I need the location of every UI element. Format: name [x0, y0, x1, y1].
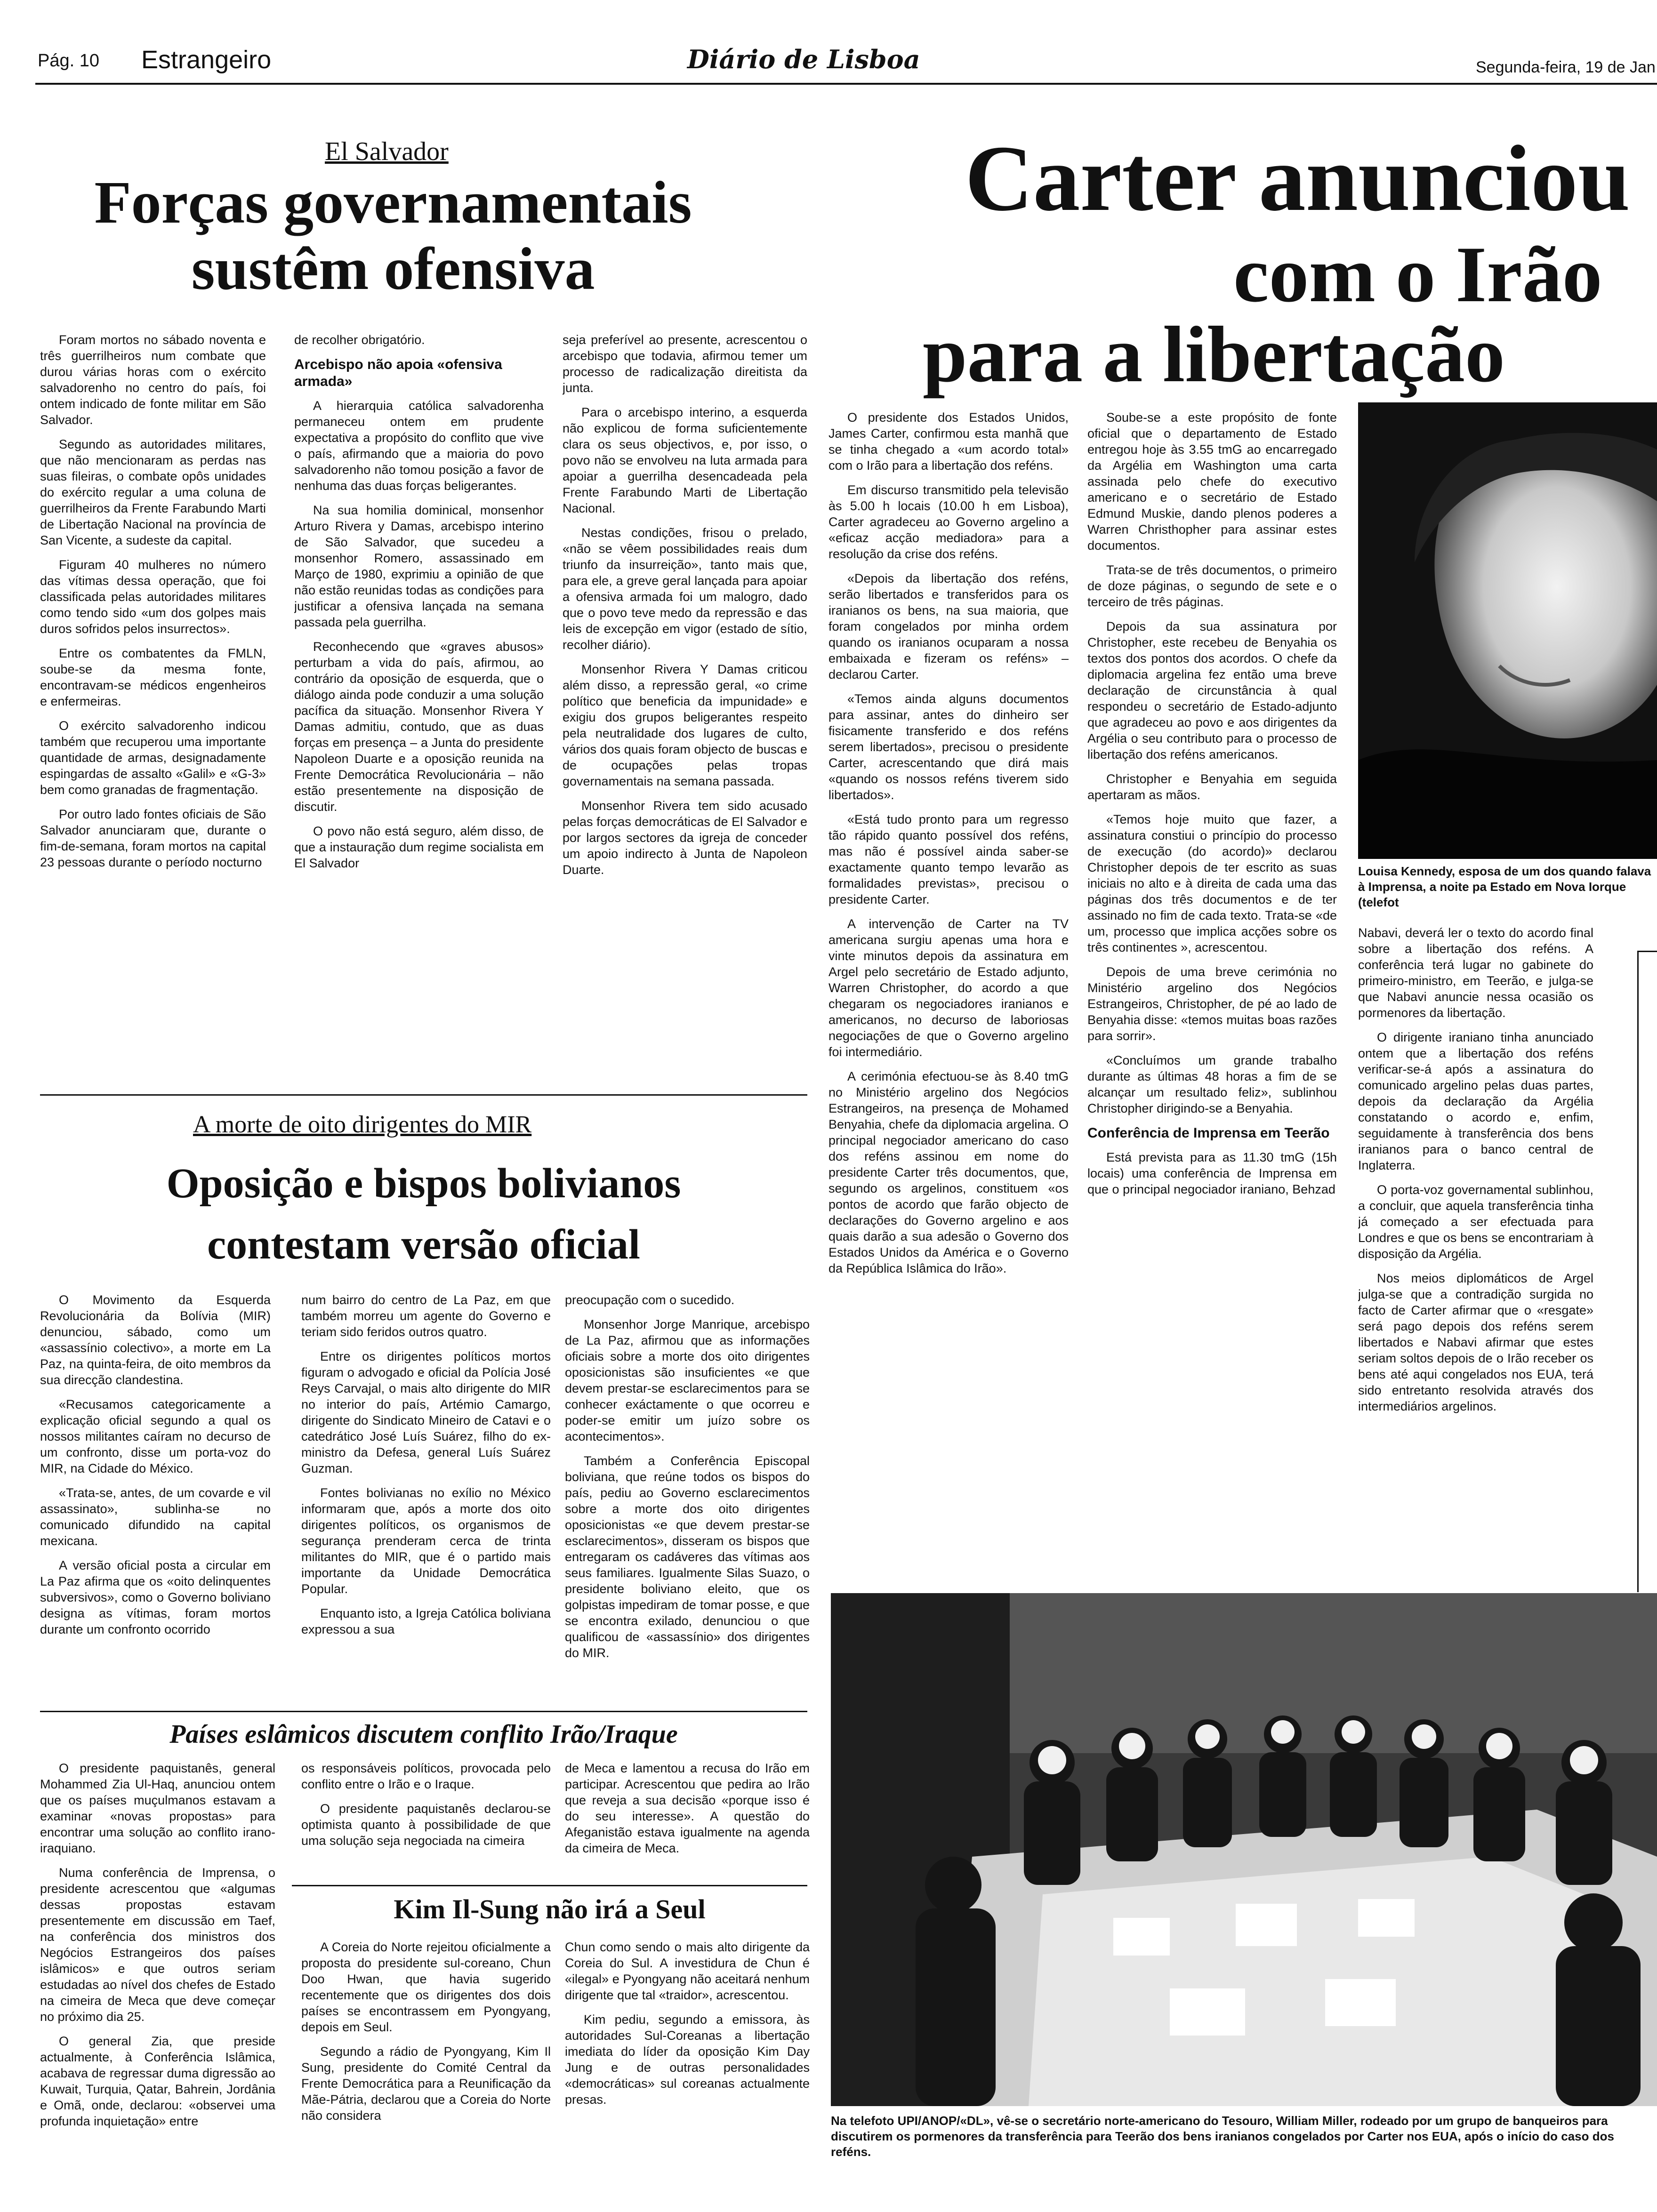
islamicos-col-1 [40, 1760, 275, 2193]
paragraph: A versão oficial posta a circular em La Paz afirma que os «oito delinquentes subversivos», como o Governo boliviano designa as vítimas, foram mortos durante um confronto ocorrido [40, 1558, 271, 1636]
islamicos-headline: Países eslâmicos discutem conflito Irão/Iraque [169, 1720, 678, 1749]
paragraph: Em discurso transmitido pela televisão às 5.00 h locais (10.00 h em Lisboa), Carter agradeceu ao Governo argelino a «eficaz acção mediadora» para a resolução da crise dos reféns. [828, 483, 1069, 561]
issue-date: Segunda-feira, 19 de Jan [1476, 58, 1656, 76]
kim-col-1 [301, 1939, 551, 2198]
paragraph: Kim pediu, segundo a emissora, às autoridades Sul-Coreanas a libertação imediata do líder da oposição Kim Day Jung e de outras personalidades «democráticas» sul coreanas actualmente presas. [565, 2012, 810, 2107]
paragraph: Trata-se de três documentos, o primeiro de doze páginas, o segundo de sete e o terceiro de três páginas. [1087, 563, 1337, 609]
paragraph: Está prevista para as 11.30 tmG (15h locais) uma conferência de Imprensa em que o principal negociador iraniano, Behzad [1087, 1150, 1337, 1196]
bolivia-kicker: A morte de oito dirigentes do MIR [193, 1111, 532, 1138]
salvador-headline-line2: sustêm ofensiva [191, 235, 595, 302]
page-header [0, 0, 1657, 94]
paragraph: Segundo as autoridades militares, que não mencionaram as perdas nas suas fileiras, o combate opôs unidades do exército regular a uma coluna de guerrilheiros da Frente Farabundo Marti de Libertação Nacional na província de San Vicente, a sudeste da capital. [40, 437, 266, 547]
paragraph: Numa conferência de Imprensa, o presidente acrescentou que «algumas dessas propostas estavam presentemente em discussão em Taef, na conferência dos ministros dos Negócios Estrangeiros dos países islâmicos» e que outros seriam estudadas ao nível dos chefes de Estado na cimeira de Meca que deve começar no próximo dia 25. [40, 1866, 275, 2024]
islamicos-col-2 [301, 1760, 551, 1878]
paragraph: Para o arcebispo interino, a esquerda não explicou de forma suficientemente clara os seus objectivos, e, por isso, o povo não se envolveu na luta armada para apoiar a guerrilha desencadeada pela Frente Farabundo Marti de Libertação Nacional. [563, 405, 807, 515]
carter-col-2 [1087, 409, 1337, 1577]
paragraph: O dirigente iraniano tinha anunciado ontem que a libertação dos reféns verificar-se-á após a assinatura do comunicado argelino pelas duas partes, depois da declaração da Argélia constatando o acordo e, enfim, seguidamente à transferência dos bens iranianos para o banco central de Inglaterra. [1358, 1030, 1593, 1172]
side-box-edge [1637, 951, 1657, 1592]
paragraph: O povo não está seguro, além disso, de que a instauração dum regime socialista em El Salvador [294, 824, 544, 870]
section-title: Estrangeiro [141, 46, 272, 74]
paragraph: «Temos hoje muito que fazer, a assinatura constiui o princípio do processo de execução (do acordo)» declarou Christopher depois de ter escrito as suas iniciais no alto e à direita de cada uma das páginas dos três documentos e de ter assinado no fim de cada texto. Trata-se «de um, processo que implica acções sobre os três continentes », acrescentou. [1087, 812, 1337, 954]
paragraph: Depois da sua assinatura por Christopher, este recebeu de Benyahia os textos dos pontos dos acordos. O chefe da diplomacia argelina fez então uma breve declaração de circunstância à qual respondeu o secretário de Estado-adjunto que agradeceu ao povo e aos dirigentes da Argélia o seu contributo para o processo de libertação dos reféns americanos. [1087, 619, 1337, 761]
paragraph: Também a Conferência Episcopal boliviana, que reúne todos os bispos do país, pediu ao Governo esclarecimentos sobre a morte dos oito dirigentes oposicionistas «e que devem prestar-se esclarecimentos», disseram os bispos que entregaram os cadáveres das vítimas aos seus familiares. Igualmente Silas Suazo, o presidente boliviano eleito, que os golpistas impediram de tomar posse, e que se encontra exilado, denunciou o que qualificou de «assassínio» dos dirigentes do MIR. [565, 1454, 810, 1660]
paragraph: Fontes bolivianas no exílio no México informaram que, após a morte dos oito dirigentes políticos, os organismos de segurança prenderam cerca de trinta militantes do MIR, que é o partido mais importante da Unidade Democrática Popular. [301, 1486, 551, 1596]
paragraph: O exército salvadorenho indicou também que recuperou uma importante quantidade de armas, designadamente espingardas de assalto «Galil» e «G-3» bem como granadas de fragmentação. [40, 719, 266, 797]
carter-headline-line1: Carter anunciou [965, 127, 1630, 231]
paragraph: Reconhecendo que «graves abusos» perturbam a vida do país, afirmou, ao contrário da oposição de esquerda, que o diálogo ainda pode conduzir a uma solução pacífica da situação. Monsenhor Rivera Y Damas admitiu, contudo, que as duas forças em presença – a Junta do presidente Napoleon Duarte e a oposição reunida na Frente Democrática Revolucionária – não estão presentemente na disposição de discutir. [294, 640, 544, 814]
section-rule [40, 1094, 807, 1096]
masthead: Diário de Lisboa [687, 44, 920, 74]
kim-headline: Kim Il-Sung não irá a Seul [394, 1894, 706, 1924]
bolivia-headline-line2: contestam versão oficial [207, 1221, 640, 1268]
paragraph: Enquanto isto, a Igreja Católica boliviana expressou a sua [301, 1606, 551, 1636]
bolivia-headline [40, 1153, 807, 1275]
paragraph: «Está tudo pronto para um regresso tão rápido quanto possível dos reféns, mas não é possível ainda saber-se exactamente quanto tempo levarão as formalidades previstas», precisou o presidente Carter. [828, 812, 1069, 906]
paragraph: «Concluímos um grande trabalho durante as últimas 48 horas a fim de se alcançar um resultado feliz», sublinhou Christopher dirigindo-se a Benyahia. [1087, 1053, 1337, 1115]
paragraph: Segundo a rádio de Pyongyang, Kim Il Sung, presidente do Comité Central da Frente Democrática para a Reunificação da Mãe-Pátria, declarou que a Coreia do Norte não considera [301, 2044, 551, 2123]
paragraph: A cerimónia efectuou-se às 8.40 tmG no Ministério argelino dos Negócios Estrangeiros, na presença de Mohamed Benyahia, chefe da diplomacia argelina. O principal negociador americano do caso dos reféns assinou em nome do presidente Carter três documentos, que, segundo os argelinos, constituem «os pontos de acordo que farão objecto de declarações do Governo argelino e aos quais darão a sua adesão o Governo dos Estados Unidos da América e o Governo da República Islâmica do Irão». [828, 1069, 1069, 1275]
bolivia-col-1 [40, 1292, 271, 1718]
paragraph: preocupação com o sucedido. [565, 1293, 735, 1307]
paragraph: Foram mortos no sábado noventa e três guerrilheiros num combate que durou várias horas com o exército salvadorenho no centro do país, foi ontem indicado de fonte militar em São Salvador. [40, 333, 266, 427]
carter-headline-line3: para a libertação [923, 310, 1505, 399]
paragraph: A hierarquia católica salvadorenha permaneceu ontem em prudente expectativa a propósito do conflito que vive o país, afirmando que a maioria do povo salvadorenho não tomou posição a favor de nenhuma das duas forças beligerantes. [294, 399, 544, 493]
carter-col-3 [1358, 925, 1593, 1584]
bolivia-col-3 [565, 1292, 810, 1718]
portrait-photo [1358, 402, 1657, 859]
salvador-kicker: El Salvador [325, 137, 449, 166]
paragraph: O presidente paquistanês declarou-se optimista quanto à possibilidade de que uma solução seja negociada na cimeira [301, 1802, 551, 1848]
paragraph: Nos meios diplomáticos de Argel julga-se que a contradição surgida no facto de Carter afirmar que o «resgate» será pago depois dos reféns serem libertados e Nabavi afirmar que estes seriam soltos depois de o Irão receber os bens até aqui congelados nos EUA, terá sido entretanto resolvida através dos intermediários argelinos. [1358, 1271, 1593, 1413]
paragraph: Na sua homilia dominical, monsenhor Arturo Rivera y Damas, arcebispo interino de São Salvador, que sucedeu a monsenhor Romero, assassinado em Março de 1980, exprimiu a opinião de que não estão reunidas todas as condições para justificar a ofensiva lançada na semana passada pela guerrilha. [294, 503, 544, 629]
paragraph: os responsáveis políticos, provocada pelo conflito entre o Irão e o Iraque. [301, 1761, 551, 1791]
paragraph: O Movimento da Esquerda Revolucionária da Bolívia (MIR) denunciou, sábado, como um «assassínio colectivo», a morte em La Paz, na quinta-feira, de oito membros da sua direcção clandestina. [40, 1293, 271, 1387]
header-rule [35, 83, 1657, 85]
salvador-headline-line1: Forças governamentais [94, 169, 692, 236]
portrait-image [1358, 402, 1657, 859]
carter-col-1 [828, 409, 1069, 1577]
paragraph: Nabavi, deverá ler o texto do acordo final sobre a libertação dos reféns. A conferência terá lugar no gabinete do primeiro-ministro, em Teerão, e julga-se que Nabavi anuncie nessa ocasião os pormenores da libertação. [1358, 926, 1593, 1020]
paragraph: Monsenhor Jorge Manrique, arcebispo de La Paz, afirmou que as informações oficiais sobre a morte dos oito dirigentes oposicionistas são insuficientes «e que devem prestar-se esclarecimentos para se conhecer exáctamente o que ocorreu e poder-se emitir um juízo sobre os acontecimentos». [565, 1317, 810, 1443]
paragraph: A intervenção de Carter na TV americana surgiu apenas uma hora e vinte minutos depois da assinatura em Argel pelo secretário de Estado adjunto, Warren Christopher, do acordo a que chegaram os negociadores iranianos e americanos, no decurso de laboriosas negociações de que o Governo argelino foi intermediário. [828, 917, 1069, 1059]
salvador-headline [14, 169, 772, 302]
paragraph: O presidente paquistanês, general Mohammed Zia Ul-Haq, anunciou ontem que os países muçulmanos estavam a examinar «novas propostas» para encontrar uma solução ao conflito irano-iraquiano. [40, 1761, 275, 1855]
paragraph: Entre os combatentes da FMLN, soube-se da mesma fonte, encontravam-se médicos engenheiros e enfermeiras. [40, 646, 266, 708]
meeting-photo [831, 1593, 1657, 2106]
paragraph: Christopher e Benyahia em seguida apertaram as mãos. [1087, 772, 1337, 802]
meeting-image [831, 1593, 1657, 2106]
bolivia-col-2 [301, 1292, 551, 1718]
paragraph: Monsenhor Rivera Y Damas criticou além disso, a repressão geral, «o crime político que beneficia da impunidade» e exigiu dos grupos beligerantes respeito pela neutralidade dos lugares de culto, vários dos quais foram objecto de buscas e de ocupações pelas tropas governamentais na semana passada. [563, 662, 807, 788]
paragraph: Chun como sendo o mais alto dirigente da Coreia do Sul. A investidura de Chun é «ilegal» e Pyongyang não aceitará nenhum dirigente que tal «traidor», acrescentou. [565, 1940, 810, 2002]
subheading: Arcebispo não apoia «ofensiva armada» [294, 357, 502, 389]
portrait-caption: Louisa Kennedy, esposa de um dos quando falava à Imprensa, a noite pa Estado em Nova Iorque (telefot [1358, 864, 1651, 909]
paragraph: «Recusamos categoricamente a explicação oficial segundo a qual os nossos militantes caíram no decurso de um confronto, disse um porta-voz do MIR, na Cidade do México. [40, 1397, 271, 1475]
paragraph: O porta-voz governamental sublinhou, a concluir, que aquela transferência tinha já começado a ser efectuada para Londres e que os bens se encontrariam à disposição da Argélia. [1358, 1183, 1593, 1261]
paragraph: de Meca e lamentou a recusa do Irão em participar. Acrescentou que pedira ao Irão que reveja a sua decisão «porque isso é do seu interesse». A questão do Afeganistão estava igualmente na agenda da cimeira de Meca. [565, 1761, 810, 1855]
salvador-col-1 [40, 332, 266, 1085]
carter-headline-line2: com o Irão [1233, 230, 1602, 319]
paragraph: Monsenhor Rivera tem sido acusado pelas forças democráticas de El Salvador e por largos sectores da igreja de conceder um apoio indirecto à Junta de Napoleon Duarte. [563, 799, 807, 877]
paragraph: O general Zia, que preside actualmente, à Conferência Islâmica, acabava de regressar duma digressão ao Kuwait, Turquia, Qatar, Bahrein, Jordânia e Omã, onde, declarou: «observei uma profunda inquietação» entre [40, 2034, 275, 2128]
meeting-caption: Na telefoto UPI/ANOP/«DL», vê-se o secretário norte-americano do Tesouro, William Miller, rodeado por um grupo de banqueiros para discutirem os pormenores da transferência para Teerão dos bens iranianos congelados por Carter nos EUA, após o início do caso dos reféns. [831, 2114, 1614, 2159]
section-rule [292, 1885, 807, 1886]
paragraph: A Coreia do Norte rejeitou oficialmente a proposta do presidente sul-coreano, Chun Doo Hwan, que havia sugerido recentemente que os dirigentes dos dois países se encontrassem em Pyongyang, depois em Seul. [301, 1940, 551, 2034]
paragraph: Soube-se a este propósito de fonte oficial que o departamento de Estado entregou hoje às 3.55 tmG ao encarregado da Argélia em Washington uma carta assinada pelo chefe do executivo americano e o secretário de Estado Edmund Muskie, dando plenos poderes a Warren Christhopher para assinar estes documentos. [1087, 410, 1337, 553]
paragraph: Depois de uma breve cerimónia no Ministério argelino dos Negócios Estrangeiros, Christopher, de pé ao lado de Benyahia disse: «temos muitas boas razões para sorrir». [1087, 965, 1337, 1043]
paragraph: seja preferível ao presente, acrescentou o arcebispo que todavia, afirmou temer um processo de radicalização direitista da junta. [563, 333, 807, 395]
paragraph: num bairro do centro de La Paz, em que também morreu um agente do Governo e teriam sido feridos outros quatro. [301, 1293, 551, 1339]
kim-col-2 [565, 1939, 810, 2198]
paragraph: Por outro lado fontes oficiais de São Salvador anunciaram que, durante o fim-de-semana, foram mortos na capital 23 pessoas durante o período nocturno [40, 807, 266, 869]
section-rule [40, 1711, 807, 1712]
page-number: Pág. 10 [38, 51, 99, 71]
subheading: Conferência de Imprensa em Teerão [1087, 1125, 1330, 1141]
paragraph: de recolher obrigatório. [294, 333, 425, 347]
paragraph: Nestas condições, frisou o prelado, «não se vêem possibilidades reais dum triunfo da insurreição», tanto mais que, para ele, a greve geral lançada para apoiar a ofensiva armada foi um malogro, dado que o povo teve medo da repressão e das leis de excepção em vigor (estado de sítio, recolher diário). [563, 526, 807, 652]
paragraph: Entre os dirigentes políticos mortos figuram o advogado e oficial da Polícia José Reys Carvajal, o mais alto dirigente do MIR no interior do país, Artémio Camargo, dirigente do Sindicato Mineiro de Catavi e o catedrático José Luís Suárez, filho do ex-ministro da Defesa, general Luís Suárez Guzman. [301, 1349, 551, 1475]
salvador-col-2 [294, 332, 544, 1085]
paragraph: «Temos ainda alguns documentos para assinar, antes do dinheiro ser fisicamente transferido e dos reféns serem libertados», precisou o presidente Carter, acrescentando que dirá mais «quando os nossos reféns tiverem sido libertados». [828, 692, 1069, 802]
bolivia-headline-line1: Oposição e bispos bolivianos [166, 1160, 681, 1207]
islamicos-col-3 [565, 1760, 810, 1878]
paragraph: «Trata-se, antes, de um covarde e vil assassinato», sublinha-se no comunicado difundido na capital mexicana. [40, 1486, 271, 1548]
paragraph: O presidente dos Estados Unidos, James Carter, confirmou esta manhã que se tinha chegado a «um acordo total» com o Irão para a libertação dos reféns. [828, 410, 1069, 473]
paragraph: «Depois da libertação dos reféns, serão libertados e transferidos para os iranianos os bens, na sua maioria, que foram congelados por minha ordem quando os iranianos ocuparam a nossa embaixada e fizeram os reféns» – declarou Carter. [828, 571, 1069, 681]
salvador-col-3 [563, 332, 807, 1085]
paragraph: Figuram 40 mulheres no número das vítimas dessa operação, que foi classificada pelas autoridades militares como tendo sido «um dos golpes mais duros sofridos pelos insurrectos». [40, 558, 266, 636]
